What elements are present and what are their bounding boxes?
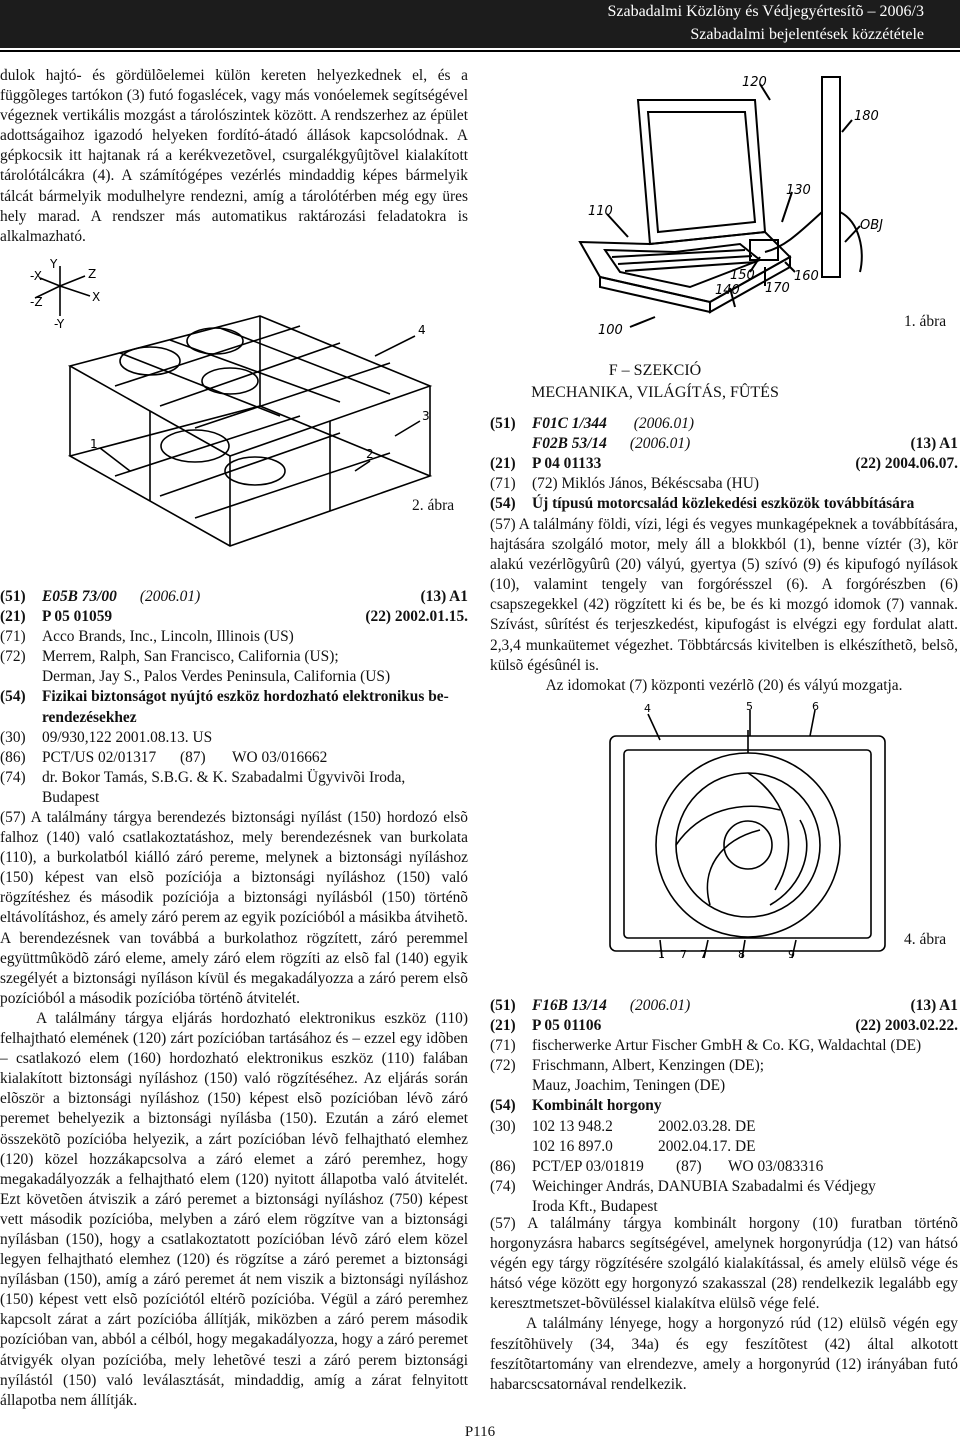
abstract-paragraph: Az idomokat (7) központi vezérlõ (20) és vályú mozgatja. bbox=[545, 676, 903, 694]
inid-51: (51) bbox=[490, 415, 516, 432]
section-name: MECHANIKA, VILÁGÍTÁS, FÛTÉS bbox=[531, 384, 779, 401]
fig4-label: 7 bbox=[700, 948, 707, 961]
title-cont: rendezésekhez bbox=[42, 708, 137, 726]
inid-54: (54) bbox=[0, 688, 26, 706]
priority-number: 102 16 897.0 bbox=[532, 1137, 613, 1155]
abstract-paragraph: A találmány lényege, hogy a horgonyzó rúd (12) elülsõ végén egy feszítõhüvely (34, 34a) és egy feszítõtest (42) által alkotott feszítõtartomány van elrendezve, amely a horgonyrúd (12) irányában futó habarcscsatornával rendelkezik. bbox=[490, 1315, 958, 1393]
inid-21: (21) bbox=[490, 1017, 516, 1035]
fig2-label: 1 bbox=[90, 437, 98, 451]
inid-51: (51) bbox=[0, 588, 26, 605]
inventors-cont: Derman, Jay S., Palos Verdes Peninsula, California (US) bbox=[42, 668, 391, 686]
figure-4-rotary-engine-drawing bbox=[600, 700, 900, 962]
fig4-label: 1 bbox=[658, 948, 665, 961]
abstract-paragraph: (57) A találmány tárgya kombinált horgony (10) furatban történõ horgonyzásra habarcs segítségével, amelynek horgonyrúdja (12) van hátsó végén egy tárgy rögzítésére szolgáló kialakítással, és amely elülsõ vége és hátsó vége között egy horgonyzó szakasszal (28) rendelkezik legalább egy keresztmetszet-bõvüléssel kialakítva elülsõ vége felé. bbox=[490, 1215, 958, 1313]
fig2-axis-label: Z bbox=[88, 267, 97, 281]
inid-54: (54) bbox=[490, 1097, 516, 1115]
fig4-label: 7 bbox=[680, 948, 687, 961]
wo-number: WO 03/083316 bbox=[728, 1157, 824, 1175]
fig2-axis-label: -Z bbox=[30, 295, 43, 309]
title: Fizikai biztonságot nyújtó eszköz hordozható elektronikus be- bbox=[42, 688, 449, 706]
page-header bbox=[0, 0, 960, 48]
figure-1-caption: 1. ábra bbox=[904, 313, 947, 330]
ipc-class: F16B 13/14 bbox=[532, 997, 607, 1014]
fig2-axis-label: -Y bbox=[54, 317, 65, 331]
inid-72: (72) bbox=[0, 648, 26, 666]
inid-21: (21) bbox=[0, 608, 26, 626]
journal-title: Szabadalmi Közlöny és Védjegyértesítõ – 2006/3 bbox=[607, 3, 924, 20]
priority-date: 2002.03.28. DE bbox=[658, 1117, 756, 1135]
inid-30: (30) bbox=[0, 728, 26, 746]
application-number: P 04 01133 bbox=[532, 455, 602, 473]
fig2-axis-label: Y bbox=[50, 257, 58, 271]
fig4-label: 9 bbox=[788, 948, 795, 961]
inventors-cont: Mauz, Joachim, Teningen (DE) bbox=[532, 1077, 726, 1095]
agent: Weichinger András, DANUBIA Szabadalmi és Védjegy bbox=[532, 1177, 876, 1195]
fig2-axis-label: -X bbox=[30, 269, 42, 283]
applicant: Acco Brands, Inc., Lincoln, Illinois (US) bbox=[42, 628, 294, 646]
abstract-paragraph: (57) A találmány tárgya berendezés biztonsági nyílást (150) hordozó elsõ falhoz (140) való csatlakoztatáshoz, mely berendezésnek van burkolata (110), a burkolatból kiálló záró pereme, melynek a biztonsági nyíláshoz (150) képest van elsõ pozíciója a biztonsági nyíláshoz (150) való rögzítéshez és második pozíciója a biztonsági nyílásból (150) történõ eltávolításhoz, és amely záró perem az egyik pozícióból a másikba átvihetõ. A berendezésnek van továbbá a burkolathoz rögzített, záró peremmel együttmûködõ záró eleme, amely záró elem rögzíti az elsõ fal (140) egyik szegélyét a biztonsági nyíláson kívül és megakadályozza a záró perem elsõ pozícióból a második pozícióba történõ átvitelét. bbox=[0, 809, 468, 1007]
pct-number: PCT/EP 03/01819 bbox=[532, 1157, 644, 1175]
ipc-class: E05B 73/00 bbox=[42, 588, 117, 605]
fig1-label: 180 bbox=[854, 109, 879, 124]
applicant: (72) Miklós János, Békéscsaba (HU) bbox=[532, 475, 759, 493]
record-e05b-73-00 bbox=[0, 587, 468, 808]
inid-72: (72) bbox=[490, 1057, 516, 1075]
abstract-paragraph: (57) A találmány földi, vízi, légi és vegyes munkagépeknek a továbbítására, hajtására szolgáló motor, mely áll a blokkból (1), benne víztér (3), kör alakú vezérlõgyûrû (20) vályú, gyertya (5) szívó (9) és kipufogó nyílások (10), valamint tengely van forgórésszel (6). A forgórészben (6) csapszegekkel (42) rögzített ki és be, be és ki mozgó idomok (7) vannak. Szívást, sûrítést és terjeszkedést, kipufogást is elvégzi egy fordulat alatt. 2,3,4 munkaütemet végezhet. Többtárcsás kivitelben is elkészíthetõ, belsõ, külsõ égésûnél is. bbox=[490, 516, 958, 674]
application-number: P 05 01106 bbox=[532, 1017, 602, 1035]
ipc-date: (2006.01) bbox=[139, 588, 201, 605]
fig2-label: 4 bbox=[418, 323, 426, 337]
inid-71: (71) bbox=[0, 628, 26, 646]
inid-54: (54) bbox=[490, 495, 516, 513]
fig1-label: 110 bbox=[588, 204, 613, 219]
kind-code: (13) A1 bbox=[420, 588, 468, 605]
agent: dr. Bokor Tamás, S.B.G. & K. Szabadalmi Ügyvivõi Iroda, bbox=[42, 768, 406, 786]
inid-86: (86) bbox=[0, 748, 26, 766]
inid-87: (87) bbox=[676, 1157, 702, 1175]
fig1-label: 100 bbox=[598, 323, 623, 338]
record-f16b-abstract bbox=[490, 1214, 958, 1395]
abstract-paragraph: A találmány tárgya eljárás hordozható elektronikus eszköz (110) felhajtható elemének (120) zárt pozícióban tartásához és – ezzel egy idõben – csatlakozó elem (160) hordozható elektronikus eszköz (110) falában kialakított biztonsági nyíláshoz (150) való rögzítéséhez. Az eljárás során elõször a biztonsági nyíláshoz (150) képest elsõ pozícióban lévõ záró peremet behelyezik a biztonsági nyílásba (150). Ezután a záró elemet összekötõ pozícióba helyezik, a zárt pozícióban lévõ felhajtható elemhez (120) közel hozzákapcsolva a záró elemet a záró peremhez, hogy megakadályozzák a felhajtható elem (120) nyitott állapotba való átvitelét. Ezt követõen átviszik a záró peremet a biztonsági nyíláshoz (750) képest vett második pozícióba, melyben a záró elem rögzítve van a biztonsági nyílásban (150), hogy a csatlakoztatott pozícióban lévõ záró elem közel legyen felhajtható elemhez (120) és rögzítse a záró peremet a biztonsági nyílásban (150), amíg a záró peremet át nem viszik a biztonsági nyíláshoz (150) képest vett elsõ pozíciótól eltérõ pozícióba. Végül a záró peremhez kapcsolt zárat a zárt pozícióba állítják, miközben a záró perem második pozícióban van, abból a célból, hogy megakadályozza, hogy a záró peremet átvigyék olyan pozícióba, mely lehetõvé teszi a záró perem biztonsági nyílástól (150) való leválasztását, mindaddig, amíg a zárat felnyitott állapotba nem állítják. bbox=[0, 1009, 468, 1409]
figure-4-caption: 4. ábra bbox=[904, 931, 947, 948]
inventors: Merrem, Ralph, San Francisco, California (US); bbox=[42, 648, 339, 666]
inid-87: (87) bbox=[180, 748, 206, 766]
fig2-label: 3 bbox=[422, 409, 430, 423]
title: Új típusú motorcsalád közlekedési eszközök továbbítására bbox=[532, 495, 915, 513]
priority-date: 2002.04.17. DE bbox=[658, 1137, 756, 1155]
inventors: Frischmann, Albert, Kenzingen (DE); bbox=[532, 1057, 765, 1075]
agent-cont: Iroda Kft., Budapest bbox=[532, 1197, 658, 1215]
filing-date: (22) 2003.02.22. bbox=[855, 1017, 958, 1035]
title: Kombinált horgony bbox=[532, 1097, 662, 1115]
inid-74: (74) bbox=[490, 1177, 516, 1195]
priority-number: 102 13 948.2 bbox=[532, 1117, 613, 1135]
application-number: P 05 01059 bbox=[42, 608, 113, 626]
ipc-date: (2006.01) bbox=[629, 435, 691, 453]
fig4-label: 8 bbox=[738, 948, 745, 961]
section-heading bbox=[490, 360, 820, 404]
inid-71: (71) bbox=[490, 475, 516, 493]
inid-21: (21) bbox=[490, 455, 516, 473]
fig4-label: 5 bbox=[746, 700, 753, 713]
figure-2-parking-structure-drawing bbox=[30, 256, 460, 556]
filing-date: (22) 2004.06.07. bbox=[855, 455, 958, 473]
fig1-label: 140 bbox=[715, 283, 740, 298]
fig2-label: 2 bbox=[366, 447, 374, 461]
fig1-label: 150 bbox=[730, 268, 755, 283]
kind-code: (13) A1 bbox=[910, 435, 958, 453]
fig1-label: OBJ bbox=[860, 218, 883, 233]
ipc-date: (2006.01) bbox=[629, 997, 691, 1014]
record-f01c-abstract bbox=[490, 515, 958, 696]
inid-30: (30) bbox=[490, 1117, 516, 1135]
ipc-date: (2006.01) bbox=[633, 415, 695, 432]
inid-74: (74) bbox=[0, 768, 26, 786]
page-number: P116 bbox=[464, 1424, 496, 1440]
inid-71: (71) bbox=[490, 1037, 516, 1055]
fig1-label: 130 bbox=[786, 183, 811, 198]
inid-86: (86) bbox=[490, 1157, 516, 1175]
pct-number: PCT/US 02/01317 bbox=[42, 748, 157, 766]
header-rule bbox=[0, 50, 960, 52]
figure-1-laptop-drawing bbox=[560, 72, 890, 350]
section-letter: F – SZEKCIÓ bbox=[608, 362, 702, 379]
figure-2-caption: 2. ábra bbox=[412, 497, 455, 514]
ipc-class: F01C 1/344 bbox=[532, 415, 607, 432]
section-title: Szabadalmi bejelentések közzététele bbox=[690, 26, 924, 43]
wo-number: WO 03/016662 bbox=[232, 748, 328, 766]
kind-code: (13) A1 bbox=[910, 997, 958, 1014]
priority: 09/930,122 2001.08.13. US bbox=[42, 728, 213, 746]
ipc-class: F02B 53/14 bbox=[532, 435, 607, 453]
fig4-label: 4 bbox=[644, 702, 651, 715]
record-f16b-13-14 bbox=[490, 996, 958, 1217]
record-e05b-abstract bbox=[0, 808, 468, 1411]
fig1-label: 170 bbox=[765, 281, 790, 296]
record-f01c-1-344 bbox=[490, 414, 958, 514]
applicant: fischerwerke Artur Fischer GmbH & Co. KG, Waldachtal (DE) bbox=[532, 1037, 922, 1055]
agent-cont: Budapest bbox=[42, 788, 100, 806]
paragraph-text: dulok hajtó- és gördülõelemei külön kereten helyezkednek el, és a függõleges tartókon (3) futó fogaslécek, vagy más vonóelemek segítségével végeznek vertikális mozgást a tárolószintek között. A rendszerhez az épület adottságaihoz igazodó helyeken fordító-átadó állások kapcsolódnak. A gépkocsik itt hajtanak rá a kerékvezetõvel, csurgalékgyûjtõvel kialakított tárolótálcákra (4). A számítógépes vezérlés mindaddig képes bármelyik tálcát bármelyik modulhelyre rendezni, amíg a tárolótérben még egy üres hely marad. A rendszer más automatikus raktározási feladatokra is alkalmazható. bbox=[0, 67, 468, 245]
inid-51: (51) bbox=[490, 997, 516, 1014]
fig1-label: 160 bbox=[794, 269, 819, 284]
filing-date: (22) 2002.01.15. bbox=[365, 608, 468, 626]
fig1-label: 120 bbox=[742, 75, 767, 90]
fig2-axis-label: X bbox=[92, 290, 101, 304]
fig4-label: 6 bbox=[812, 700, 819, 713]
left-top-paragraph bbox=[0, 66, 468, 247]
